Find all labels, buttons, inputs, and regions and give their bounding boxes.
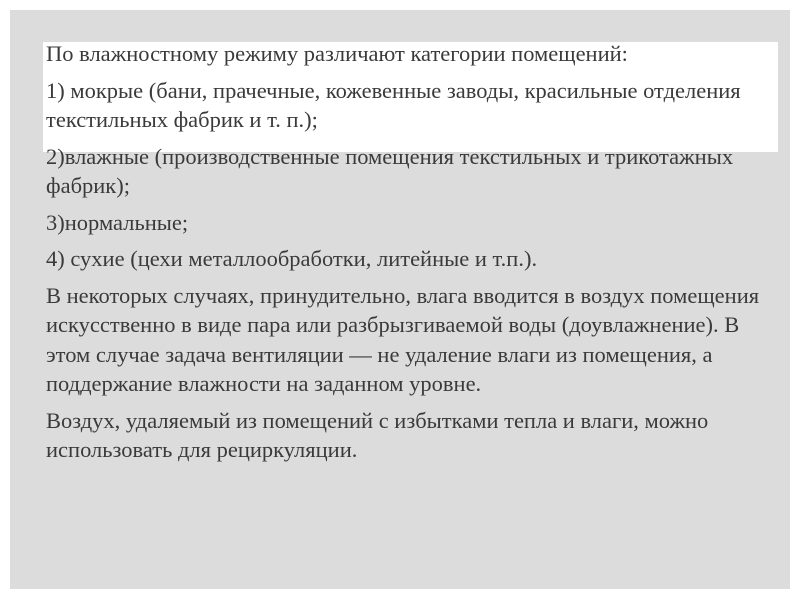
paragraph-recirculation: Воздух, удаляемый из помещений с избытками тепла и влаги, можно использовать для рециркуляции.: [46, 407, 709, 462]
slide-text-body: [46, 39, 766, 472]
paragraph-intro: По влажностному режиму различают категории помещений:: [46, 41, 628, 66]
paragraph-wet-rooms: 1) мокрые (бани, прачечные, кожевенные заводы, красильные отделения текстильных фабрик и т. п.);: [46, 77, 741, 132]
paragraph-humid-rooms: 2)влажные (производственные помещения текстильных и трикотажных фабрик);: [46, 143, 734, 198]
paragraph-dry-rooms: 4) сухие (цехи металлообработки, литейные и т.п.).: [46, 246, 538, 271]
paragraph-humidification: В некоторых случаях, принудительно, влага вводится в воздух помещения искусственно в виде пара или разбрызгиваемой воды (доувлажнение). В этом случае задача вентиляции — не удаление влаги из помещения, а поддержание влажности на заданном уровне.: [46, 282, 760, 396]
paragraph-normal-rooms: 3)нормальные;: [46, 209, 189, 235]
